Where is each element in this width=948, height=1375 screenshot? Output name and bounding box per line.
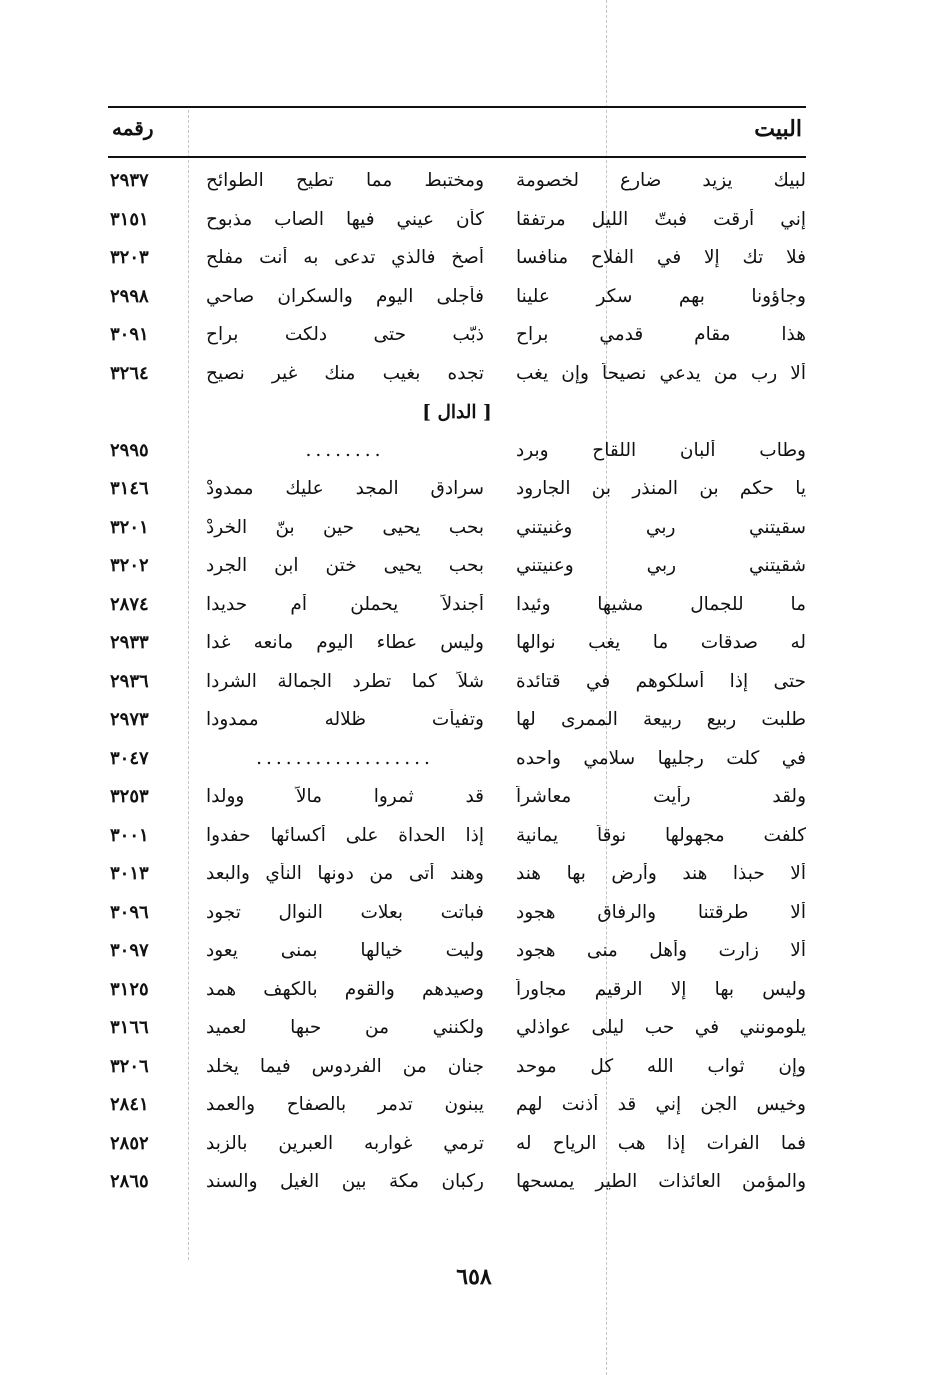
section-heading-row — [108, 397, 806, 436]
verse-first-hemistich: ما للجمال مشيها وئيدا — [516, 593, 806, 615]
verse-number: ٢٩٣٧ — [110, 170, 149, 191]
verse-first-hemistich: وجاؤونا بهم سكر علينا — [516, 285, 806, 307]
verse-row — [108, 744, 806, 783]
verse-number: ٢٨٦٥ — [110, 1171, 149, 1192]
verse-second-hemistich: تجده بغيب منك غير نصيح — [206, 362, 484, 384]
verse-second-hemistich: يبنون تدمر بالصفاح والعمد — [206, 1094, 484, 1115]
verse-first-hemistich: شقيتني ربي وعنيتني — [516, 555, 806, 576]
verse-row — [108, 205, 806, 244]
verse-first-hemistich: له صدقات ما يغب نوالها — [516, 632, 806, 653]
verse-row — [108, 1129, 806, 1168]
verse-row — [108, 628, 806, 667]
verse-number: ٣٢٠١ — [110, 516, 149, 538]
verse-row — [108, 1167, 806, 1206]
verse-first-hemistich: يلومونني في حب ليلى عواذلي — [516, 1017, 806, 1038]
verse-second-hemistich: ترمي غواربه العبرين بالزبد — [206, 1132, 484, 1154]
verse-first-hemistich: يا حكم بن المنذر بن الجارود — [516, 478, 806, 499]
verse-column-header: البيت — [754, 116, 802, 142]
verse-group-ha — [108, 166, 806, 397]
verse-second-hemistich: وليت خيالها بمنى يعود — [206, 940, 484, 961]
verse-group-dal — [108, 436, 806, 1206]
verse-second-hemistich: وصيدهم والقوم بالكهف همد — [206, 978, 484, 1000]
verse-number: ٢٩٩٥ — [110, 439, 149, 461]
verse-row — [108, 821, 806, 860]
verse-second-hemistich: وتفيأت ظلاله ممدودا — [206, 709, 484, 730]
verse-second-hemistich: فأجلى اليوم والسكران صاحي — [206, 285, 484, 307]
verse-first-hemistich: فلا تك إلا في الفلاح منافسا — [516, 247, 806, 268]
verse-second-hemistich: ركبان مكة بين الغيل والسند — [206, 1171, 484, 1192]
verse-first-hemistich: هذا مقام قدمي براح — [516, 324, 806, 345]
verse-number: ٣٢٥٣ — [110, 786, 149, 807]
verse-row — [108, 243, 806, 282]
verse-first-hemistich: ألا حبذا هند وأرض بها هند — [516, 863, 806, 884]
verse-number: ٣٢٠٣ — [110, 247, 149, 268]
verse-first-hemistich: إني أرقت فبتّ الليل مرتفقا — [516, 208, 806, 230]
table-header — [108, 106, 806, 158]
verse-first-hemistich: وليس بها إلا الرقيم مجاوراً — [516, 978, 806, 1000]
verse-row — [108, 590, 806, 629]
verse-second-hemistich: ومختبط مما تطيح الطوائح — [206, 170, 484, 191]
verse-row — [108, 474, 806, 513]
verse-second-hemistich: إذا الحداة على أكسائها حفدوا — [206, 824, 484, 846]
verse-number: ٢٨٧٤ — [110, 593, 149, 615]
verse-number: ٣١٥١ — [110, 208, 149, 230]
number-column-header: رقمه — [112, 116, 154, 140]
verse-number: ٣١٢٥ — [110, 978, 149, 1000]
verse-row — [108, 782, 806, 821]
verse-second-hemistich: ........ — [305, 439, 385, 461]
verse-row — [108, 359, 806, 398]
verse-second-hemistich: أصخ فالذي تدعى به أنت مفلح — [206, 247, 484, 268]
verse-number: ٢٩٣٦ — [110, 670, 149, 692]
verse-second-hemistich: كأن عيني فيها الصاب مذبوح — [206, 208, 484, 230]
verse-row — [108, 282, 806, 321]
verse-row — [108, 936, 806, 975]
verse-first-hemistich: طلبت ربيع ربيعة الممرى لها — [516, 709, 806, 730]
verse-first-hemistich: ألا رب من يدعي نصيحاً وإن يغب — [516, 362, 806, 384]
verse-second-hemistich: سرادق المجد عليك ممدودْ — [206, 478, 484, 499]
verse-first-hemistich: لبيك يزيد ضارع لخصومة — [516, 170, 806, 191]
verse-row — [108, 320, 806, 359]
verse-first-hemistich: والمؤمن العائذات الطير يمسحها — [516, 1171, 806, 1192]
verse-number: ٣٠٩٧ — [110, 940, 149, 961]
verse-row — [108, 859, 806, 898]
verse-row — [108, 1052, 806, 1091]
verse-row — [108, 436, 806, 475]
verse-number: ٢٩٧٣ — [110, 709, 149, 730]
verse-row — [108, 513, 806, 552]
verse-second-hemistich: أجندلاً يحملن أم حديدا — [206, 593, 484, 615]
verse-row — [108, 898, 806, 937]
verse-second-hemistich: ذبّب حتى دلكت براح — [206, 324, 484, 345]
verse-number: ٢٨٥٢ — [110, 1132, 149, 1154]
verse-number: ٣٠٤٧ — [110, 747, 149, 769]
verse-number: ٣٠٠١ — [110, 824, 149, 846]
verse-first-hemistich: سقيتني ربي وغنيتني — [516, 516, 806, 538]
verse-number: ٣٢٦٤ — [110, 362, 149, 384]
verse-second-hemistich: شلاً كما تطرد الجمالة الشردا — [206, 670, 484, 692]
verse-first-hemistich: فما الفرات إذا هب الرياح له — [516, 1132, 806, 1154]
verse-first-hemistich: حتى إذا أسلكوهم في قتائدة — [516, 670, 806, 692]
page-number: ٦٥٨ — [456, 1264, 492, 1290]
verse-number: ٣١٤٦ — [110, 478, 149, 499]
verse-first-hemistich: ولقد رأيت معاشراً — [516, 786, 806, 807]
verse-row — [108, 1090, 806, 1129]
verse-first-hemistich: في كلت رجليها سلامي واحده — [516, 747, 806, 769]
verse-second-hemistich: بحب يحيى حين بنّ الخردْ — [206, 516, 484, 538]
verse-first-hemistich: كلفت مجهولها نوقاً يمانية — [516, 824, 806, 846]
verse-second-hemistich: وهند أتى من دونها النأي والبعد — [206, 863, 484, 884]
verse-number: ٣٢٠٦ — [110, 1055, 149, 1077]
verse-row — [108, 667, 806, 706]
section-heading-dal: [ الدال ] — [422, 402, 492, 423]
verse-number: ٣٠٩١ — [110, 324, 149, 345]
verse-second-hemistich: وليس عطاء اليوم مانعه غدا — [206, 632, 484, 653]
verse-first-hemistich: وخيس الجن إني قد أذنت لهم — [516, 1094, 806, 1115]
verse-second-hemistich: فباتت بعلات النوال تجود — [206, 901, 484, 923]
verse-first-hemistich: وإن ثواب الله كل موحد — [516, 1055, 806, 1077]
verse-first-hemistich: وطاب ألبان اللقاح وبرد — [516, 439, 806, 461]
verse-row — [108, 975, 806, 1014]
verse-number: ٣٢٠٢ — [110, 555, 149, 576]
verse-first-hemistich: ألا زارت وأهل منى هجود — [516, 940, 806, 961]
verse-number: ٣٠٩٦ — [110, 901, 149, 923]
verse-row — [108, 551, 806, 590]
verse-index-table — [108, 166, 806, 1206]
verse-first-hemistich: ألا طرقتنا والرفاق هجود — [516, 901, 806, 923]
verse-second-hemistich: قد ثمروا مالاً وولدا — [206, 786, 484, 807]
verse-second-hemistich: ولكنني من حبها لعميد — [206, 1017, 484, 1038]
verse-number: ٢٩٣٣ — [110, 632, 149, 653]
verse-second-hemistich: .................. — [256, 747, 434, 769]
verse-row — [108, 166, 806, 205]
verse-row — [108, 705, 806, 744]
verse-second-hemistich: بحب يحيى ختن ابن الجرد — [206, 555, 484, 576]
verse-number: ٢٩٩٨ — [110, 285, 149, 307]
verse-row — [108, 1013, 806, 1052]
verse-number: ٣٠١٣ — [110, 863, 149, 884]
verse-number: ٢٨٤١ — [110, 1094, 149, 1115]
verse-second-hemistich: جنان من الفردوس فيما يخلد — [206, 1055, 484, 1077]
verse-number: ٣١٦٦ — [110, 1017, 149, 1038]
